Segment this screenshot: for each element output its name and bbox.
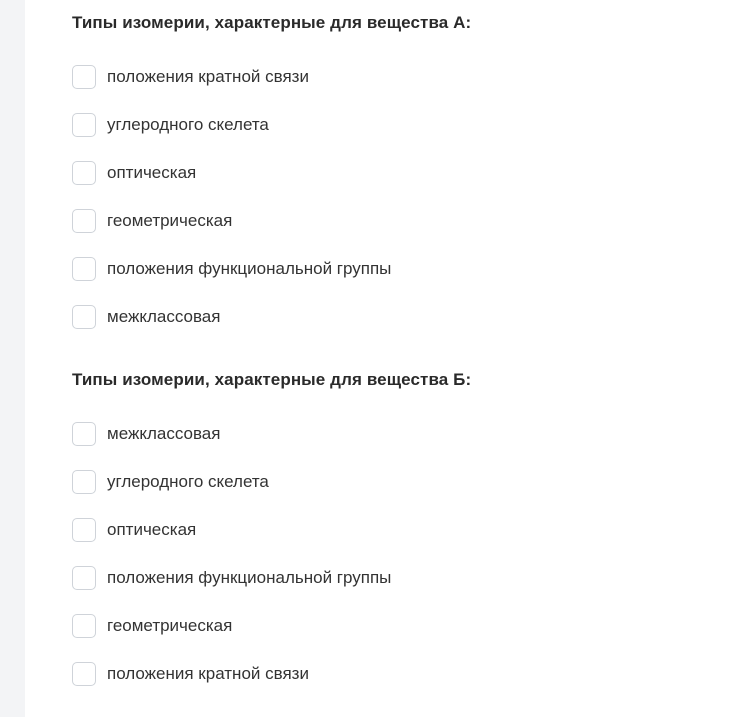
option-item[interactable]	[72, 305, 712, 329]
checkbox[interactable]	[72, 113, 96, 137]
option-label: углеродного скелета	[107, 472, 269, 491]
option-item[interactable]	[72, 614, 712, 638]
option-item[interactable]	[72, 209, 712, 233]
checkbox[interactable]	[72, 566, 96, 590]
question-substance-b	[72, 368, 712, 686]
option-item[interactable]	[72, 566, 712, 590]
question-list	[72, 0, 712, 686]
checkbox[interactable]	[72, 614, 96, 638]
checkbox[interactable]	[72, 209, 96, 233]
option-item[interactable]	[72, 257, 712, 281]
question-substance-a	[72, 11, 712, 329]
option-item[interactable]	[72, 518, 712, 542]
option-label: углеродного скелета	[107, 115, 269, 134]
option-label: положения функциональной группы	[107, 568, 392, 587]
option-item[interactable]	[72, 65, 712, 89]
option-label: положения функциональной группы	[107, 259, 392, 278]
option-item[interactable]	[72, 422, 712, 446]
option-label: положения кратной связи	[107, 67, 309, 86]
checkbox[interactable]	[72, 470, 96, 494]
options-list	[72, 422, 712, 686]
option-item[interactable]	[72, 470, 712, 494]
option-item[interactable]	[72, 662, 712, 686]
checkbox[interactable]	[72, 257, 96, 281]
option-item[interactable]	[72, 113, 712, 137]
option-label: геометрическая	[107, 616, 233, 635]
checkbox[interactable]	[72, 662, 96, 686]
question-title: Типы изомерии, характерные для вещества А:	[72, 13, 472, 32]
checkbox[interactable]	[72, 65, 96, 89]
checkbox[interactable]	[72, 518, 96, 542]
option-label: геометрическая	[107, 211, 233, 230]
option-label: межклассовая	[107, 307, 221, 326]
left-sidebar-strip	[0, 0, 25, 717]
option-item[interactable]	[72, 161, 712, 185]
option-label: оптическая	[107, 163, 197, 182]
checkbox[interactable]	[72, 422, 96, 446]
options-list	[72, 65, 712, 329]
option-label: оптическая	[107, 520, 197, 539]
option-label: межклассовая	[107, 424, 221, 443]
checkbox[interactable]	[72, 305, 96, 329]
option-label: положения кратной связи	[107, 664, 309, 683]
checkbox[interactable]	[72, 161, 96, 185]
question-title: Типы изомерии, характерные для вещества Б:	[72, 370, 472, 389]
